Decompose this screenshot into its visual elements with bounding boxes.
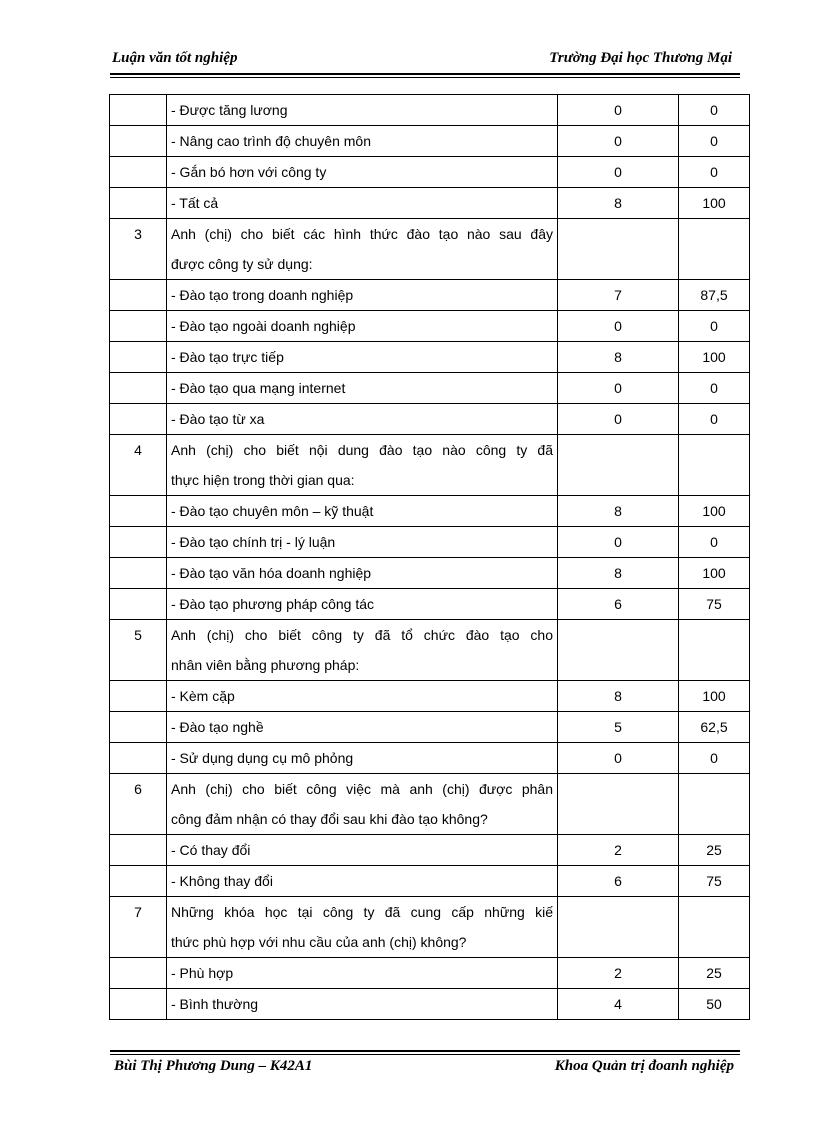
page-header (110, 48, 738, 70)
header-rule-thin (110, 77, 740, 78)
question-row (110, 219, 750, 280)
question-line: thực hiện trong thời gian qua: (171, 472, 355, 488)
footer-rule-thin (110, 1054, 740, 1055)
question-number-cell (110, 280, 167, 311)
response-percent-cell: 0 (679, 126, 750, 157)
question-row (110, 774, 750, 835)
answer-option-cell: - Không thay đổi (167, 866, 558, 897)
response-count-cell: 8 (558, 558, 679, 589)
answer-row (110, 958, 750, 989)
question-text-cell (167, 435, 558, 496)
response-count-cell: 6 (558, 589, 679, 620)
answer-option-cell: - Sử dụng dụng cụ mô phỏng (167, 743, 558, 774)
answer-option-cell: - Bình thường (167, 989, 558, 1020)
answer-row (110, 496, 750, 527)
question-text-cell (167, 219, 558, 280)
response-count-cell: 0 (558, 527, 679, 558)
question-text-cell (167, 620, 558, 681)
question-line: công đảm nhận có thay đổi sau khi đào tạo không? (171, 811, 488, 827)
response-percent-cell (679, 435, 750, 496)
response-percent-cell: 0 (679, 527, 750, 558)
answer-row (110, 157, 750, 188)
response-count-cell: 0 (558, 404, 679, 435)
answer-option-cell: - Đào tạo qua mạng internet (167, 373, 558, 404)
answer-row (110, 589, 750, 620)
response-count-cell: 2 (558, 958, 679, 989)
response-percent-cell: 100 (679, 496, 750, 527)
response-count-cell: 4 (558, 989, 679, 1020)
answer-option-cell: - Đào tạo phương pháp công tác (167, 589, 558, 620)
response-percent-cell: 0 (679, 157, 750, 188)
question-number-cell (110, 188, 167, 219)
question-line: thức phù hợp với nhu cầu của anh (chị) không? (171, 934, 467, 950)
question-line: Những khóa học tại công ty đã cung cấp những kiế (171, 904, 553, 920)
answer-row (110, 126, 750, 157)
answer-row (110, 404, 750, 435)
answer-row (110, 527, 750, 558)
header-thesis-title: Luận văn tốt nghiệp (112, 50, 238, 66)
response-percent-cell: 75 (679, 589, 750, 620)
question-number-cell: 6 (110, 774, 167, 835)
question-number-cell (110, 311, 167, 342)
question-number-cell (110, 496, 167, 527)
question-number-cell (110, 404, 167, 435)
question-row (110, 897, 750, 958)
response-percent-cell (679, 620, 750, 681)
answer-row (110, 342, 750, 373)
answer-option-cell: - Đào tạo ngoài doanh nghiệp (167, 311, 558, 342)
response-percent-cell: 100 (679, 188, 750, 219)
question-line: Anh (chị) cho biết các hình thức đào tạo nào sau đây (171, 226, 553, 242)
question-number-cell (110, 958, 167, 989)
response-percent-cell (679, 774, 750, 835)
response-percent-cell (679, 219, 750, 280)
answer-option-cell: - Được tăng lương (167, 95, 558, 126)
question-number-cell (110, 558, 167, 589)
question-number-cell: 3 (110, 219, 167, 280)
response-percent-cell: 50 (679, 989, 750, 1020)
response-count-cell (558, 774, 679, 835)
response-count-cell: 8 (558, 342, 679, 373)
question-line: Anh (chị) cho biết công ty đã tổ chức đào tạo cho (171, 627, 553, 643)
response-percent-cell (679, 897, 750, 958)
footer-author: Bùi Thị Phương Dung – K42A1 (114, 1058, 313, 1074)
response-count-cell: 0 (558, 743, 679, 774)
response-count-cell: 0 (558, 157, 679, 188)
response-percent-cell: 0 (679, 95, 750, 126)
question-number-cell (110, 95, 167, 126)
question-number-cell (110, 373, 167, 404)
question-number-cell: 5 (110, 620, 167, 681)
page-footer (110, 1056, 738, 1078)
question-text-cell (167, 897, 558, 958)
question-number-cell (110, 866, 167, 897)
answer-option-cell: - Gắn bó hơn với công ty (167, 157, 558, 188)
answer-row (110, 558, 750, 589)
response-percent-cell: 25 (679, 958, 750, 989)
response-percent-cell: 0 (679, 743, 750, 774)
question-number-cell (110, 681, 167, 712)
survey-results-table (109, 94, 750, 1020)
response-percent-cell: 0 (679, 311, 750, 342)
answer-option-cell: - Tất cả (167, 188, 558, 219)
answer-row (110, 280, 750, 311)
response-count-cell: 8 (558, 496, 679, 527)
answer-row (110, 989, 750, 1020)
answer-option-cell: - Đào tạo từ xa (167, 404, 558, 435)
question-number-cell (110, 157, 167, 188)
answer-option-cell: - Đào tạo chính trị - lý luận (167, 527, 558, 558)
question-row (110, 620, 750, 681)
answer-row (110, 311, 750, 342)
response-percent-cell: 87,5 (679, 280, 750, 311)
answer-row (110, 866, 750, 897)
response-percent-cell: 25 (679, 835, 750, 866)
answer-row (110, 743, 750, 774)
question-number-cell (110, 342, 167, 373)
response-percent-cell: 0 (679, 373, 750, 404)
answer-option-cell: - Có thay đổi (167, 835, 558, 866)
response-count-cell: 8 (558, 681, 679, 712)
response-count-cell (558, 897, 679, 958)
question-line: được công ty sử dụng: (171, 256, 313, 272)
question-number-cell: 4 (110, 435, 167, 496)
footer-faculty: Khoa Quản trị đoanh nghiệp (554, 1058, 734, 1074)
response-count-cell: 0 (558, 95, 679, 126)
response-count-cell: 5 (558, 712, 679, 743)
answer-option-cell: - Đào tạo trong doanh nghiệp (167, 280, 558, 311)
question-line: nhân viên bằng phương pháp: (171, 657, 360, 673)
response-percent-cell: 100 (679, 558, 750, 589)
response-percent-cell: 75 (679, 866, 750, 897)
answer-row (110, 681, 750, 712)
header-rule-thick (110, 73, 740, 75)
question-number-cell (110, 989, 167, 1020)
response-count-cell (558, 219, 679, 280)
response-count-cell: 6 (558, 866, 679, 897)
response-percent-cell: 100 (679, 681, 750, 712)
question-row (110, 435, 750, 496)
response-count-cell: 7 (558, 280, 679, 311)
answer-row (110, 188, 750, 219)
question-number-cell (110, 712, 167, 743)
response-count-cell (558, 435, 679, 496)
response-count-cell (558, 620, 679, 681)
response-count-cell: 0 (558, 311, 679, 342)
response-percent-cell: 0 (679, 404, 750, 435)
answer-option-cell: - Đào tạo nghề (167, 712, 558, 743)
answer-row (110, 835, 750, 866)
response-percent-cell: 100 (679, 342, 750, 373)
footer-rule-thick (110, 1050, 740, 1052)
header-university: Trường Đại học Thương Mại (549, 50, 732, 66)
question-number-cell (110, 589, 167, 620)
question-number-cell (110, 527, 167, 558)
answer-option-cell: - Đào tạo trực tiếp (167, 342, 558, 373)
question-line: Anh (chị) cho biết công việc mà anh (chị) được phân (171, 781, 553, 797)
answer-row (110, 373, 750, 404)
question-number-cell: 7 (110, 897, 167, 958)
answer-option-cell: - Đào tạo văn hóa doanh nghiệp (167, 558, 558, 589)
question-line: Anh (chị) cho biết nội dung đào tạo nào công ty đã (171, 442, 553, 458)
response-count-cell: 0 (558, 126, 679, 157)
response-count-cell: 8 (558, 188, 679, 219)
question-number-cell (110, 835, 167, 866)
question-text-cell (167, 774, 558, 835)
response-count-cell: 0 (558, 373, 679, 404)
answer-option-cell: - Phù hợp (167, 958, 558, 989)
answer-row (110, 95, 750, 126)
response-count-cell: 2 (558, 835, 679, 866)
survey-table-body (110, 95, 750, 1020)
answer-option-cell: - Nâng cao trình độ chuyên môn (167, 126, 558, 157)
question-number-cell (110, 126, 167, 157)
answer-option-cell: - Đào tạo chuyên môn – kỹ thuật (167, 496, 558, 527)
answer-option-cell: - Kèm cặp (167, 681, 558, 712)
answer-row (110, 712, 750, 743)
response-percent-cell: 62,5 (679, 712, 750, 743)
question-number-cell (110, 743, 167, 774)
